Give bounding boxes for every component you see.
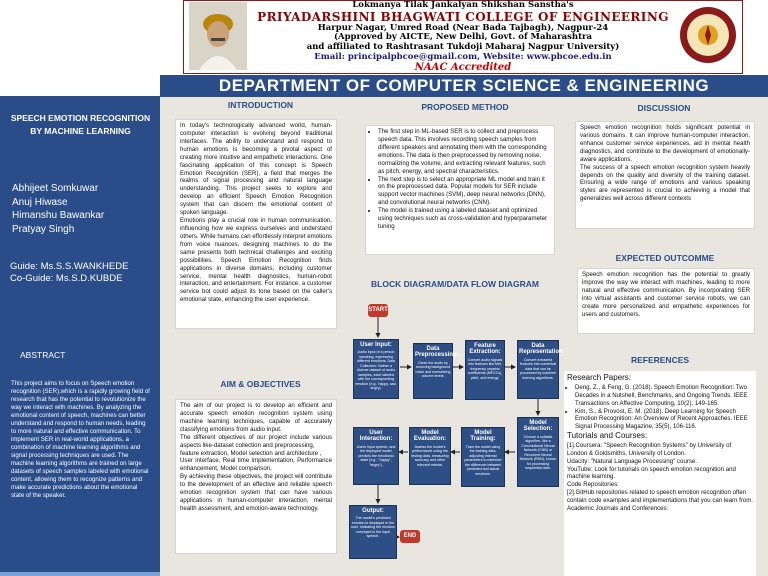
department-title: DEPARTMENT OF COMPUTER SCIENCE & ENGINEERING — [160, 75, 768, 97]
college-seal-logo — [678, 2, 738, 68]
guide-name: Guide: Ms.S.S.WANKHEDE — [10, 261, 129, 272]
list-item: • Deng, Z., & Feng, G. (2018). Speech Emotion Recognition: Two Decades in a Nutshell, Benchmarks, and Ongoing Trends. IEEE Transactions on Affective Computing, 10(2), 149-165. — [575, 384, 753, 407]
introduction-box — [175, 119, 337, 329]
proposed-method-heading: PROPOSED METHOD — [421, 102, 509, 112]
list-item: • The next step is to select an appropriate ML model and train it on the preprocessed data. Popular models for SER include support vector machines (SVM), deep neural networks (DNN), and convolutional neural networks (CNN). — [378, 176, 550, 208]
research-papers-label: Research Papers: — [567, 373, 632, 382]
header-left-spacer — [0, 0, 160, 95]
trust-name: Lokmanya Tilak Jankalyan Shikshan Sanstha's — [352, 0, 574, 10]
block-title: Data Representation: — [519, 343, 565, 356]
data-representation-block — [517, 340, 565, 399]
discussion-text: Speech emotion recognition holds significant potential in various domains. It can improve human-computer interaction, enhance customer service experiences, aid in mental health diagnostics, and contribute to the development of emotionally-aware applications. — [580, 124, 750, 163]
founder-portrait-logo — [189, 2, 247, 70]
sidebar-bottom-stripe — [0, 572, 160, 576]
author-name: Himanshu Bawankar — [12, 210, 105, 221]
college-affiliation: and affiliated to Rashtrasant Tukdoji Maharaj Nagpur University) — [306, 41, 620, 52]
block-title: Model Evaluation: — [413, 430, 447, 443]
feature-extraction-block — [465, 340, 505, 400]
proposed-method-box — [365, 125, 555, 255]
expected-outcome-box — [577, 268, 755, 334]
college-name: PRIYADARSHINI BHAGWATI COLLEGE OF ENGINEERING — [257, 9, 669, 24]
block-desc: Convert audio signals into features like Mel-frequency cepstral coefficients (MFCCs), pitch, and energy. — [467, 357, 503, 380]
aim-text: The aim of our project is to develop an efficient and accurate speech emotion recognition system using machine learning techniques, capable of accurately classifying emotions from audio input. — [180, 402, 332, 433]
end-node: END — [400, 530, 420, 543]
start-node: START — [368, 304, 388, 317]
user-interaction-block — [353, 427, 399, 485]
reference-coursera: [1].Coursera: "Speech Recognition Systems" by University of London & Goldsmiths, University of London. — [567, 442, 732, 458]
discussion-text-2: The success of a speech emotion recognition system heavily depends on the quality and diversity of the training dataset. Ensuring a wide range of emotions and various speaking styles are represented is crucial to achieving a model that generalizes well across different contexts — [580, 163, 750, 203]
model-evaluation-block — [409, 427, 451, 485]
introduction-text-2: Emotions play a crucial role in human communication, influencing how we express ourselves and understand others. While humans can effortlessly interpret emotions from voice nuances, designing machines to do the same presents both technical challenges and exciting possibilities. Speech Emotion Recognition finds applications in diverse domains, including customer service, mental health diagnostics, human-robot interaction, and entertainment. For instance, a customer service bot could adjust its tone based on the caller's emotional state, enhancing the user experience. — [180, 217, 332, 304]
abstract-text: This project aims to focus on Speech emotion recognition (SER),which is a rapidly growing field of research that has the potential to revolutionize the way we interact with machines. By analyzing the emotional content of speech, machines can better understand and respond to human needs, leading to more natural and effective communication. To implement SER in real-world applications, a combination of machine learning algorithms and signal processing techniques are used. The machine learning algorithms are trained on large datasets of speech samples labeled with emotional content, allowing them to recognize patterns and make accurate predictions about the emotional state of the speaker. — [11, 380, 150, 500]
aim-text-2: The different objectives of our project include various aspects like-dataset collection and preprocessing, — [180, 433, 332, 449]
college-approval: (Approved by AICTE, New Delhi, Govt. of Maharashtra — [333, 32, 593, 43]
author-name: Anuj Hiwase — [12, 196, 68, 208]
aim-text-4: User interface, Real time implementation, Performance enhancement, Model comparison, — [180, 457, 332, 473]
aim-text-5: By achieving these objectives, the project will contribute to the development of an effective and reliable speech emotion recognition system that can have various applications in human-computer interaction, mental health assessment, and emotion-aware technology. — [180, 473, 332, 512]
block-desc: Choose a suitable algorithm, like a Convolutional Neural Network (CNN) or Recurrent Neural Network (RNN), known for processing sequential data. — [519, 434, 557, 470]
reference-youtube: YouTube: Look for tutorials on speech emotion recognition and machine learning. — [567, 465, 736, 481]
papers-list — [567, 384, 753, 431]
author-list — [12, 182, 104, 236]
naac-badge: NAAC Accredited — [414, 62, 512, 74]
block-title: Data Preprocessing: — [415, 346, 459, 359]
list-item: • The model is trained using a labeled dataset and optimized using techniques such as cross-validation and hyperparameter tuning — [378, 207, 550, 231]
proposed-method-list — [370, 128, 550, 231]
preprocessing-block — [413, 343, 459, 399]
abstract-heading: ABSTRACT — [20, 350, 66, 360]
reference-udacity: Udacity: "Natural Language Processing" course. — [567, 457, 697, 465]
college-info — [250, 1, 676, 73]
tutorials-label: Tutorials and Courses: — [567, 431, 648, 441]
reference-github: [2].GitHub repositories related to speech emotion recognition often contain code examples and implementations that you can learn from. — [567, 489, 753, 504]
project-title: SPEECH EMOTION RECOGNITION BY MACHINE LEARNING — [10, 113, 151, 136]
block-title: Model Training: — [470, 430, 496, 443]
block-title: Model Selection: — [523, 420, 553, 433]
aim-heading: AIM & OBJECTIVES — [220, 379, 301, 389]
model-training-block — [461, 427, 505, 487]
introduction-text: In today's technologically advanced world, human-computer interaction is evolving beyond traditional interfaces. The ability to understand and respond to human emotions is becoming a pivotal aspect of creating more intuitive and empathetic interactions. One fascinating application of this concept is Speech Emotion Recognition (SER), a field that merges the realms of signal processing and natural language understanding. This project seeks to explore and develop an efficient Speech Emotion Recognition system that can discern the emotional content of spoken language. — [180, 122, 332, 217]
aim-box — [175, 399, 337, 554]
guide-info — [10, 261, 128, 286]
block-desc: Users input speech, and the deployed model predicts the emotional state (e.g., "happy", "angry"). — [356, 444, 396, 467]
author-name: Abhijeet Somkuwar — [12, 183, 99, 194]
block-title: Feature Extraction: — [469, 343, 501, 356]
expected-outcome-heading: EXPECTED OUTCOMME — [615, 253, 715, 263]
block-desc: Clean the audio by removing background noise and normalizing volume levels. — [415, 360, 451, 379]
block-desc: Convert extracted features into numerical data that can be processed by machine learning algorithms. — [519, 357, 557, 380]
block-title: Output: — [362, 508, 384, 514]
code-repos-label: Code Repositories: — [567, 481, 619, 489]
block-desc: Train the model using the training data, adjusting internal parameters to minimize the difference between predicted and actual emotions. — [464, 444, 502, 476]
flow-diagram — [337, 297, 565, 559]
diagram-heading: BLOCK DIAGRAM/DATA FLOW DIAGRAM — [371, 279, 539, 289]
block-title: User Input: — [360, 342, 392, 348]
references-heading: REFERENCES — [630, 355, 690, 365]
introduction-heading: INTRODUCTION — [227, 100, 294, 110]
discussion-box — [575, 121, 755, 229]
block-title: User Interaction: — [359, 430, 393, 443]
model-selection-block — [517, 417, 559, 487]
list-item: • The first step in ML-based SER is to collect and preprocess speech data. This involves recording speech samples from different speakers and annotating them with the corresponding emotions. The data is then preprocessed by removing noise, normalizing the volume, and extracting relevant features, such as pitch, energy, and spectral characteristics. — [378, 128, 550, 176]
block-desc: Assess the model's performance using the testing data, measuring accuracy and other relevant metrics. — [411, 444, 449, 467]
block-desc: The model's predicted emotion is displayed to the user, indicating the emotion conveyed in the input speech. — [351, 516, 395, 539]
user-input-block — [353, 339, 399, 399]
college-address: Harpur Nagar, Umred Road (Near Bada Tajbagh), Nagpur-24 — [317, 22, 609, 33]
college-contact: Email: principalpbcoe@gmail.com, Website: www.pbcoe.edu.in — [314, 51, 612, 62]
list-item: • Kim, S., & Provost, E. M. (2018). Deep Learning for Speech Emotion Recognition: An Overview of Recent Approaches. IEEE Signal Processing Magazine, 35(5), 106-116. — [575, 408, 753, 431]
aim-text-3: feature extraction, Model selection and architecture , — [180, 449, 322, 457]
coguide-name: Co-Guide: Ms.S.D.KUBDE — [10, 273, 123, 285]
output-block — [349, 505, 397, 559]
expected-outcome-text: Speech emotion recognition has the potential to greatly improve the way we interact with machines, leading to more natural and effective communication. By incorporating SER into virtual assistants and customer service robots, we can create more personalized and empathetic experiences for users and customers. — [582, 271, 750, 318]
author-name: Pratyay Singh — [12, 223, 75, 235]
discussion-heading: DISCUSSION — [637, 103, 691, 113]
sidebar — [0, 96, 160, 576]
references-box — [564, 371, 756, 576]
reference-journals: Academic Journals and Conferences: — [567, 504, 669, 512]
block-desc: Audio input of a person speaking, expressing different emotions. Data Collection: Gather a diverse dataset of audio samples, each labeled with the corresponding emotion (e.g., happy, sad, angry). — [355, 350, 397, 391]
